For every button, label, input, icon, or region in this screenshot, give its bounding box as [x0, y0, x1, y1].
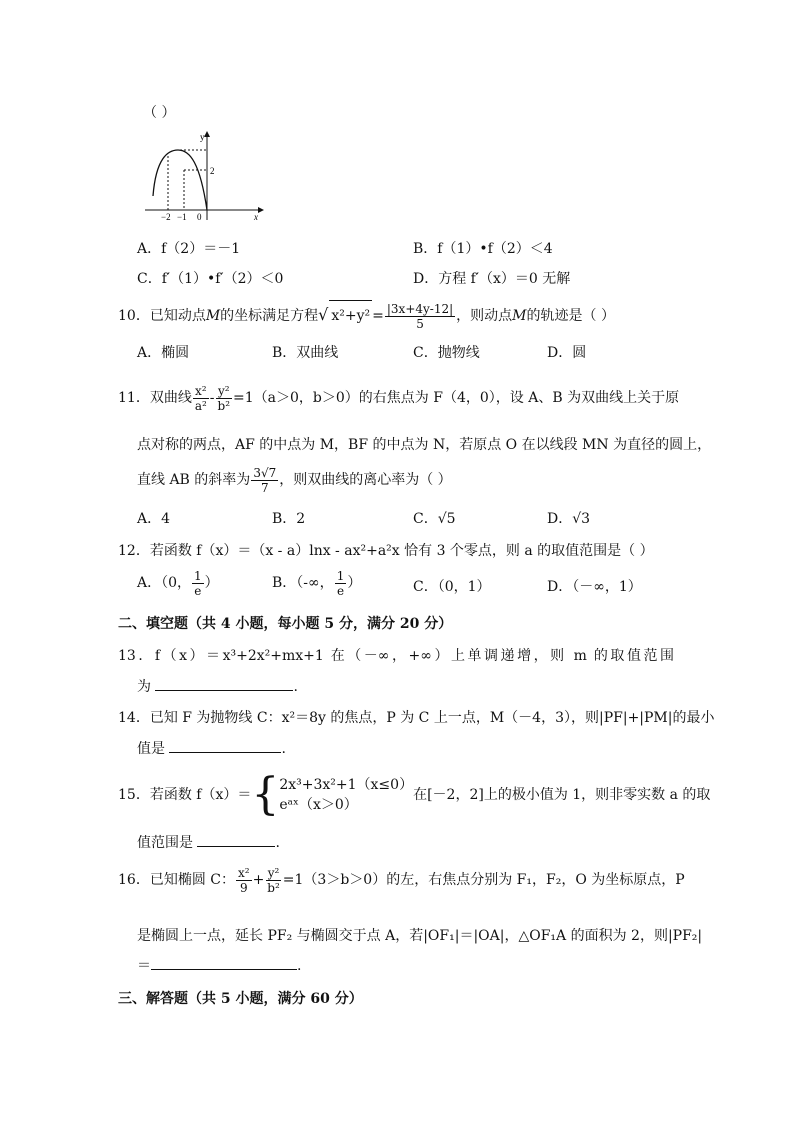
q10-option-d: D．圆: [547, 345, 587, 361]
q12-option-b: B．（-∞， $\frac{1}{e}$ ）: [272, 568, 362, 598]
q16-line3: ＝ .: [137, 958, 302, 974]
q11-option-d: D．√3: [547, 511, 591, 527]
q11-line1: 11．双曲线 $\frac{\text{x²}}{\text{a²}}$ - $\frac{\text{y²}}{\text{b²}}$ =1（a＞0，b＞0）的右焦点为 F（4，0），设 A、B 为双曲线上关于原: [118, 383, 680, 413]
q16-line2: 是椭圆上一点，延长 PF₂ 与椭圆交于点 A，若|OF₁|＝|OA|，△OF₁A 的面积为 2，则|PF₂|: [137, 928, 703, 944]
section-3-heading: 三、解答题（共 5 小题，满分 60 分）: [118, 991, 363, 1007]
x-tick-neg1: −1: [177, 212, 187, 222]
q9-answer-paren: （ ）: [143, 105, 176, 121]
x-label: x: [254, 212, 258, 222]
q12-option-d: D．（－∞，1）: [547, 579, 642, 595]
q12-option-a: A．（0， $\frac{1}{e}$ ）: [137, 568, 219, 598]
y-label: y: [200, 132, 205, 142]
q10-option-a: A．椭圆: [137, 345, 190, 361]
x-tick-0: 0: [197, 212, 202, 222]
q16-line1: 16．已知椭圆 C： $\frac{\text{x²}}{9}$ + $\frac{\text{y²}}{\text{b²}}$ =1（3＞b＞0）的左，右焦点分别为 F₁，F₂，O 为坐标原点，P: [118, 865, 685, 895]
q9-option-a: A．f（2）＝－1: [137, 241, 241, 257]
q10-option-b: B．双曲线: [272, 345, 339, 361]
q16-answer-blank[interactable]: [151, 957, 297, 970]
q9-function-graph: [140, 128, 265, 223]
q11-option-c: C．√5: [413, 511, 456, 527]
q9-option-b: B．f（1）•f（2）＜4: [413, 241, 553, 257]
q13-answer-blank[interactable]: [155, 678, 293, 691]
q11-option-a: A．4: [137, 511, 171, 527]
curve: [153, 150, 207, 210]
q9-option-d: D．方程 f′（x）＝0 无解: [413, 271, 571, 287]
q12-option-c: C．（0，1）: [413, 579, 491, 595]
q15-answer-blank[interactable]: [197, 834, 275, 847]
q11-option-b: B．2: [272, 511, 306, 527]
q10-option-c: C．抛物线: [413, 345, 480, 361]
q11-line2: 点对称的两点，AF 的中点为 M，BF 的中点为 N，若原点 O 在以线段 MN 为直径的圆上，: [137, 437, 712, 453]
q15-line1: 15．若函数 f（x）＝{ 2x³+3x²+1（x≤0） eᵃˣ（x＞0） 在[－2，2]上的极小值为 1，则非零实数 a 的取: [118, 769, 711, 820]
q13-line2: 为 .: [137, 679, 298, 695]
q13-line1: 13．f（x）＝x³+2x²+mx+1 在（－∞，+∞）上单调递增，则 m 的取值范围: [118, 648, 674, 664]
x-tick-neg2: −2: [161, 212, 171, 222]
section-2-heading: 二、填空题（共 4 小题，每小题 5 分，满分 20 分）: [118, 616, 453, 632]
q14-line1: 14．已知 F 为抛物线 C：x²＝8y 的焦点，P 为 C 上一点，M（－4，3），则|PF|+|PM|的最小: [118, 710, 715, 726]
q12-stem: 12．若函数 f（x）＝（x - a）lnx - ax²+a²x 恰有 3 个零点，则 a 的取值范围是（ ）: [118, 543, 654, 559]
y-tick-2: 2: [210, 166, 215, 176]
q14-line2: 值是 .: [137, 741, 286, 757]
q11-line3: 直线 AB 的斜率为 $\frac{3√7}{7}$ ，则双曲线的离心率为（ ）: [137, 465, 452, 495]
q9-option-c: C．f′（1）•f′（2）＜0: [137, 271, 284, 287]
q10-stem: 10．已知动点M的坐标满足方程√ x²+y² = $\frac{|3x+4y-12|}{5}$ ，则动点M的轨迹是（ ）: [118, 301, 615, 331]
y-axis-arrow: [204, 131, 210, 137]
x-axis-arrow: [258, 207, 264, 213]
q14-answer-blank[interactable]: [169, 740, 281, 753]
q15-line2: 值范围是 .: [137, 835, 280, 851]
